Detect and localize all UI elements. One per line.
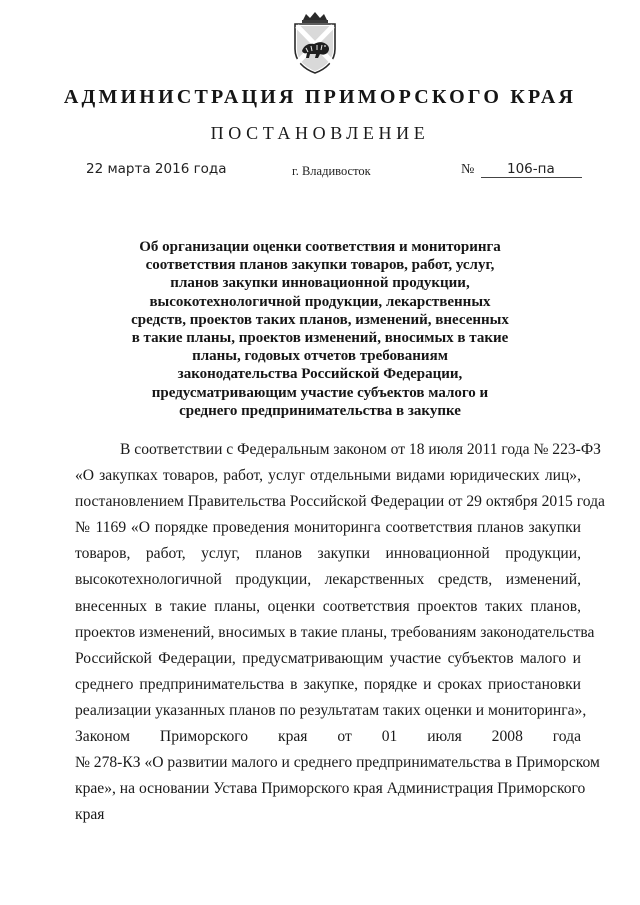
document-number: 106-па xyxy=(507,161,555,177)
body-line: Законом Приморского края от 01 июля 2008 года xyxy=(75,728,581,746)
primorsky-krai-coat-of-arms-icon xyxy=(287,11,343,75)
document-number-underline xyxy=(481,177,582,178)
subject-line: Об организации оценки соответствия и мониторинга xyxy=(139,239,501,255)
body-line: № 1169 «О порядке проведения мониторинга соответствия планов закупки xyxy=(75,519,581,537)
body-line: № 278-КЗ «О развитии малого и среднего предпринимательства в Приморском xyxy=(75,754,600,772)
subject-line: высокотехнологичной продукции, лекарственных xyxy=(149,293,491,310)
body-line: «О закупках товаров, работ, услуг отдельными видами юридических лиц», xyxy=(75,467,581,485)
subject-line: законодательства Российской Федерации, xyxy=(177,366,463,383)
subject-line: среднего предпринимательства в закупке xyxy=(179,402,461,419)
body-line: постановлением Правительства Российской Федерации от 29 октября 2015 года xyxy=(75,493,605,511)
subject-line: планов закупки инновационной продукции, xyxy=(170,275,470,292)
subject-line: соответствия планов закупки товаров, работ, услуг, xyxy=(145,257,495,274)
body-line: товаров, работ, услуг, планов закупки инновационной продукции, xyxy=(75,545,581,563)
body-line: среднего предпринимательства в закупке, порядке и сроках приостановки xyxy=(75,675,581,693)
subject-line: в такие планы, проектов изменений, вносимых в такие xyxy=(131,330,509,347)
document-number-sign: № xyxy=(461,162,475,177)
body-line: Российской Федерации, предусматривающим участие субъектов малого и xyxy=(75,649,581,667)
subject-line: средств, проектов таких планов, изменений, внесенных xyxy=(131,311,509,328)
body-line: края xyxy=(75,806,105,824)
document-city: г. Владивосток xyxy=(292,164,371,178)
document-date: 22 марта 2016 года xyxy=(86,161,227,177)
body-line: проектов изменений, вносимых в такие планы, требованиям законодательства xyxy=(75,623,595,641)
subject-line: планы, годовых отчетов требованиям xyxy=(192,348,448,365)
body-line: внесенных в такие планы, оценки соответствия проектов таких планов, xyxy=(75,597,581,615)
document-type-heading: ПОСТАНОВЛЕНИЕ xyxy=(210,123,430,143)
organization-title: АДМИНИСТРАЦИЯ ПРИМОРСКОГО КРАЯ xyxy=(63,86,577,108)
subject-line: предусматривающим участие субъектов малого и xyxy=(151,384,489,401)
body-line: В соответствии с Федеральным законом от 18 июля 2011 года № 223-ФЗ xyxy=(120,441,601,458)
body-line: реализации указанных планов по результатам таких оценки и мониторинга», xyxy=(75,701,587,719)
document-subject xyxy=(0,238,640,420)
body-line: высокотехнологичной продукции, лекарственных средств, изменений, xyxy=(75,571,581,589)
document-body xyxy=(75,437,605,828)
body-line: крае», на основании Устава Приморского края Администрация Приморского xyxy=(75,780,586,798)
